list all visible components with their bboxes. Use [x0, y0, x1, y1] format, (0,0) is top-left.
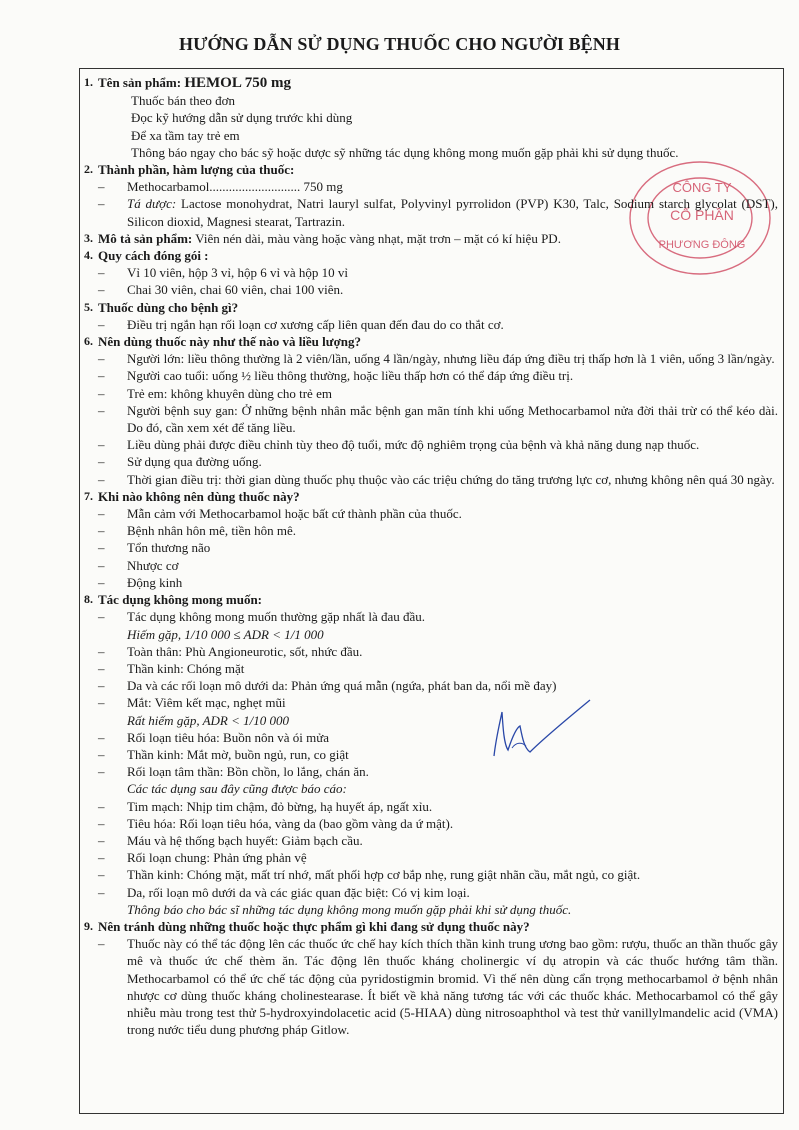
list-item: – Da, rối loạn mô dưới da và các giác quan đặc biệt: Có vị kim loại.: [98, 884, 470, 900]
list-item: – Trẻ em: không khuyên dùng cho trẻ em: [98, 385, 332, 401]
stamp-bottom-text: PHƯƠNG ĐÔNG: [658, 239, 746, 251]
list-item: – Người bệnh suy gan: Ở những bệnh nhân mắc bệnh gan mãn tính khi uống Methocarbamol nửa đời thải trừ có thể kéo dài. Do đó, cần xem xét để tăng liều.: [98, 402, 778, 436]
list-item: – Chai 30 viên, chai 60 viên, chai 100 viên.: [98, 282, 344, 298]
list-item: – Thần kinh: Chóng mặt: [98, 660, 245, 676]
section-packaging: [84, 247, 778, 299]
section-product-name: [84, 74, 778, 161]
list-item: – Tổn thương não: [98, 540, 211, 556]
list-item: – Toàn thân: Phù Angioneurotic, sốt, nhức đầu.: [98, 643, 363, 659]
list-item: – Động kinh: [98, 574, 183, 590]
list-item: – Nhược cơ: [98, 557, 179, 573]
list-item: – Rối loạn tiêu hóa: Buồn nôn và ói mửa: [98, 729, 330, 745]
section-heading: Quy cách đóng gói :: [98, 248, 209, 264]
list-item: – Thuốc này có thể tác động lên các thuốc ức chế hay kích thích thần kinh trung ương bao gồm: rượu, thuốc an thần thuốc gây mê và thuốc ức chế thèm ăn. Tác động lên thuốc kháng cholinergic ví dụ atropin và các thuốc hướng tâm thần. Methocarbamol có thể ức chế tác động của pyridostigmin bromid. Vì thế nên dùng cẩn trọng methocarbamol ở bệnh nhân nhược cơ dùng thuốc kháng cholinestearase. Ít biết về khả năng tương tác với các thuốc khác. Methocarbamol có thể gây nhiễu màu trong test thử 5-hydroxyindolacetic acid (5-HIAA) dùng nitrosoaphthol và test thử vanillylmandelic acid (VMA) trong nước tiểu dung phương pháp Gitlow.: [98, 936, 778, 1038]
list-item: – Mắt: Viêm kết mạc, nghẹt mũi: [98, 695, 286, 711]
list-item: – Methocarbamol............................ 750 mg: [98, 179, 343, 195]
page-title: HƯỚNG DẪN SỬ DỤNG THUỐC CHO NGƯỜI BỆNH: [179, 34, 620, 54]
description-text: Viên nén dài, màu vàng hoặc vàng nhạt, mặt trơn – mặt có kí hiệu PD.: [192, 230, 561, 246]
section-number: 3.: [84, 230, 93, 245]
info-line: Thuốc bán theo đơn: [131, 93, 235, 109]
list-item: – Rối loạn tâm thần: Bồn chồn, lo lắng, chán ăn.: [98, 764, 369, 780]
list-item: – Người cao tuổi: uống ½ liều thông thường, hoặc liều thấp hơn có thể đáp ứng điều trị.: [98, 368, 574, 384]
list-item: – Điều trị ngắn hạn rối loạn cơ xương cấp liên quan đến đau do co thắt cơ.: [98, 316, 504, 332]
section-heading: Tên sản phẩm: HEMOL 750 mg: [98, 75, 291, 91]
section-heading: Tác dụng không mong muốn:: [98, 592, 262, 608]
list-item: – Máu và hệ thống bạch huyết: Giảm bạch cầu.: [98, 832, 363, 848]
stamp-mid-text: CỔ PHẦN: [670, 207, 734, 223]
section-heading: Nên tránh dùng những thuốc hoặc thực phẩm gì khi đang sử dụng thuốc này?: [98, 918, 530, 934]
info-line: Để xa tầm tay trẻ em: [131, 127, 240, 143]
list-item: – Thời gian điều trị: thời gian dùng thuốc phụ thuộc vào các triệu chứng do tăng trương lực cơ, nhưng không nên quá 30 ngày.: [98, 471, 775, 487]
section-indication: [84, 299, 778, 333]
section-number: 6.: [84, 334, 93, 349]
list-item: – Sử dụng qua đường uống.: [98, 454, 262, 470]
list-item: – Tiêu hóa: Rối loạn tiêu hóa, vàng da (bao gồm vàng da ứ mật).: [98, 815, 454, 831]
list-item: – Liều dùng phải được điều chỉnh tùy theo độ tuổi, mức độ nghiêm trọng của bệnh và khả năng dung nạp thuốc.: [98, 437, 700, 453]
section-number: 2.: [84, 162, 93, 177]
list-item: – Người lớn: liều thông thường là 2 viên/lần, uống 4 lần/ngày, nhưng liều đáp ứng điều trị thấp hơn là 1 viên, uống 3 lần/ngày.: [98, 351, 775, 367]
section-interactions: [84, 918, 778, 1038]
product-name: HEMOL 750 mg: [184, 75, 291, 91]
list-item: – Tác dụng không mong muốn thường gặp nhất là đau đầu.: [98, 609, 426, 625]
section-heading: Thuốc dùng cho bệnh gì?: [98, 299, 239, 315]
frequency-label: Hiếm gặp, 1/10 000 ≤ ADR < 1/1 000: [127, 626, 324, 642]
section-heading: Khi nào không nên dùng thuốc này?: [98, 488, 300, 504]
list-item: – Thần kinh: Chóng mặt, mất trí nhớ, mất phối hợp cơ bắp nhẹ, rung giật nhãn cầu, mắt ngủ, co giật.: [98, 867, 641, 883]
section-number: 5.: [84, 299, 93, 314]
section-number: 4.: [84, 248, 93, 263]
section-side-effects: [84, 591, 778, 918]
section-heading: Thành phần, hàm lượng của thuốc:: [98, 162, 295, 178]
section-number: 8.: [84, 592, 93, 607]
report-note: Thông báo cho bác sĩ những tác dụng không mong muốn gặp phải khi sử dụng thuốc.: [127, 901, 572, 917]
list-item: – Rối loạn chung: Phản ứng phản vệ: [98, 850, 307, 866]
list-item: – Mẫn cảm với Methocarbamol hoặc bất cứ thành phần của thuốc.: [98, 506, 462, 522]
info-line: Đọc kỹ hướng dẫn sử dụng trước khi dùng: [131, 110, 353, 126]
excipient-label: Tá dược:: [127, 196, 177, 212]
list-item: – Tá dược: Lactose monohydrat, Natri lauryl sulfat, Polyvinyl pyrrolidon (PVP) K30, Talc, Sodium starch glycolat (DST), Silicon dioxid, Magnesi stearat, Tartrazin.: [98, 196, 778, 229]
section-contraindications: [84, 488, 778, 591]
section-dosage: [84, 333, 778, 488]
section-heading: Nên dùng thuốc này như thế nào và liều lượng?: [98, 334, 362, 350]
reported-label: Các tác dụng sau đây cũng được báo cáo:: [127, 781, 347, 797]
section-number: 1.: [84, 75, 93, 89]
list-item: – Da và các rối loạn mô dưới da: Phản ứng quá mẫn (ngứa, phát ban da, nổi mề đay): [98, 678, 557, 694]
section-description: [84, 230, 778, 247]
list-item: – Bệnh nhân hôn mê, tiền hôn mê.: [98, 523, 296, 539]
stamp-top-text: CÔNG TY: [672, 180, 732, 195]
list-item: – Vỉ 10 viên, hộp 3 vỉ, hộp 6 vỉ và hộp 10 vỉ: [98, 265, 348, 281]
frequency-label: Rất hiếm gặp, ADR < 1/10 000: [127, 712, 289, 728]
info-line: Thông báo ngay cho bác sỹ hoặc dược sỹ những tác dụng không mong muốn gặp phải khi sử dụng thuốc.: [131, 144, 679, 160]
list-item: – Tim mạch: Nhịp tim chậm, đỏ bừng, hạ huyết áp, ngất xỉu.: [98, 798, 433, 814]
section-number: 7.: [84, 488, 93, 503]
section-composition: [84, 161, 778, 230]
section-number: 9.: [84, 918, 93, 933]
list-item: – Thần kinh: Mắt mờ, buồn ngủ, run, co giật: [98, 746, 349, 762]
leaflet-body: [84, 74, 778, 1038]
section-heading: Mô tả sản phẩm:: [98, 230, 193, 246]
